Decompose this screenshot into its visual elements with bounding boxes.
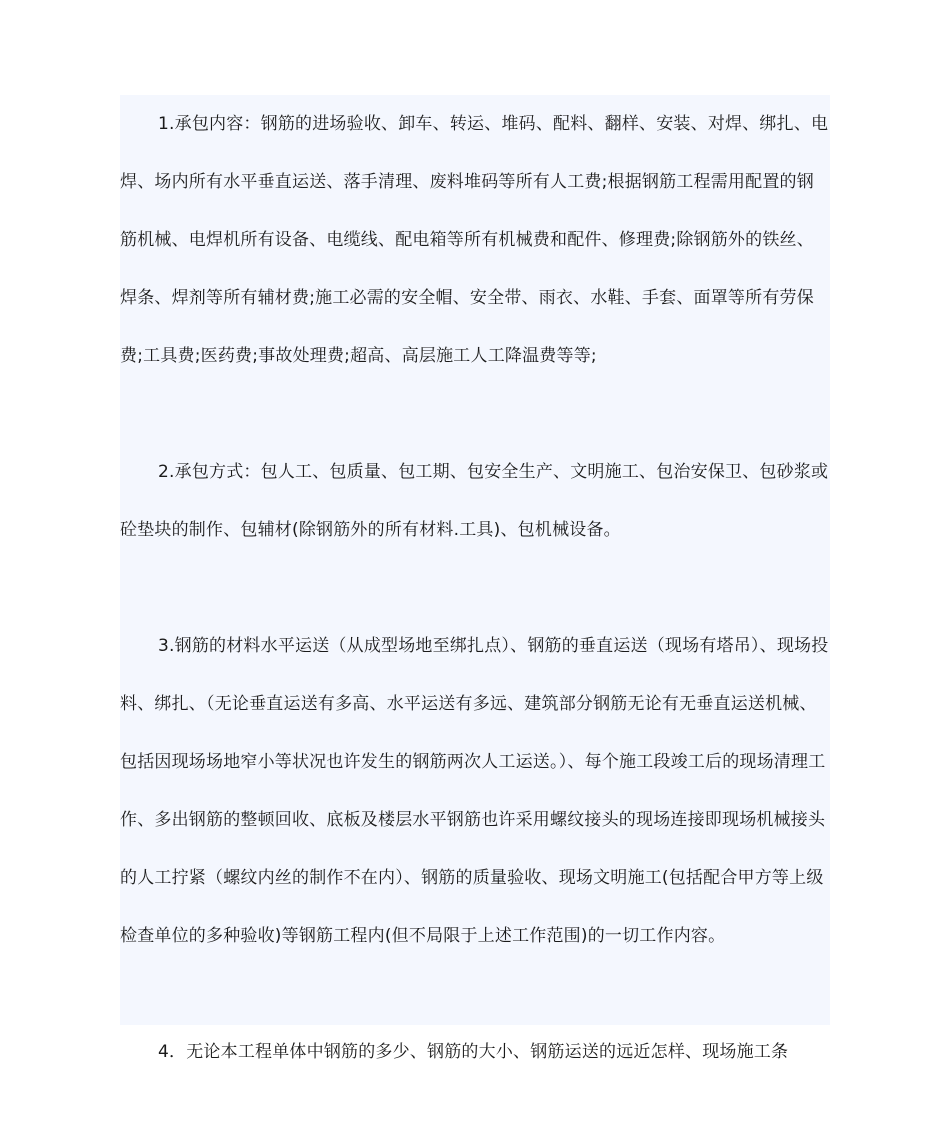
paragraph-2: 2.承包方式：包人工、包质量、包工期、包安全生产、文明施工、包治安保卫、包砂浆或砼垫块的制作、包辅材(除钢筋外的所有材料.工具)、包机械设备。 <box>120 462 829 540</box>
paragraph-3: 3.钢筋的材料水平运送（从成型场地至绑扎点）、钢筋的垂直运送（现场有塔吊）、现场投料、绑扎、（无论垂直运送有多高、水平运送有多远、建筑部分钢筋无论有无垂直运送机械、包括因现场场地窄小等状况也许发生的钢筋两次人工运送。）、每个施工段竣工后的现场清理工作、多出钢筋的整顿回收、底板及楼层水平钢筋也许采用螺纹接头的现场连接即现场机械接头的人工拧紧（螺纹内丝的制作不在内）、钢筋的质量验收、现场文明施工(包括配合甲方等上级检查单位的多种验收)等钢筋工程内(但不局限于上述工作范围)的一切工作内容。 <box>120 636 829 946</box>
document-text-block <box>120 95 830 1062</box>
paragraph-gap <box>120 385 830 443</box>
paragraph-gap <box>120 559 830 617</box>
paragraph-4: 4．无论本工程单体中钢筋的多少、钢筋的大小、钢筋运送的远近怎样、现场施工条 <box>158 1042 789 1062</box>
paragraph-1: 1.承包内容：钢筋的进场验收、卸车、转运、堆码、配料、翻样、安装、对焊、绑扎、电焊、场内所有水平垂直运送、落手清理、废料堆码等所有人工费;根据钢筋工程需用配置的钢筋机械、电焊机所有设备、电缆线、配电箱等所有机械费和配件、修理费;除钢筋外的铁丝、焊条、焊剂等所有辅材费;施工必需的安全帽、安全带、雨衣、水鞋、手套、面罩等所有劳保费;工具费;医药费;事故处理费;超高、高层施工人工降温费等等; <box>120 114 829 366</box>
paragraph-gap <box>120 965 830 1023</box>
